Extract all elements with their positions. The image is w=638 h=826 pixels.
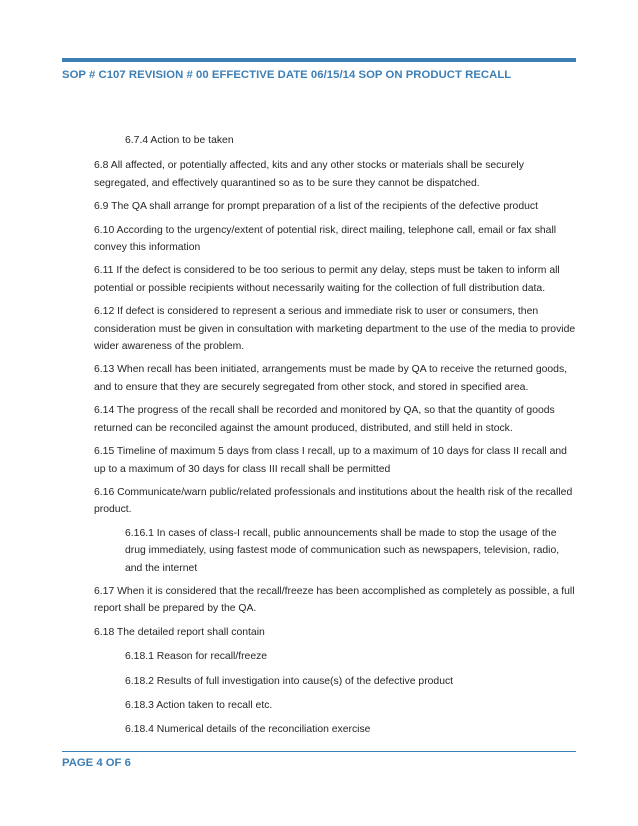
section-6-15: 6.15 Timeline of maximum 5 days from class I recall, up to a maximum of 10 days for class II recall and up to a maximum of 30 days for class III recall shall be permitted	[94, 446, 567, 475]
section-6-11: 6.11 If the defect is considered to be too serious to permit any delay, steps must be taken to inform all potential or possible recipients without necessarily waiting for the collection of full distribution data.	[94, 265, 560, 294]
header-title: SOP # C107 REVISION # 00 EFFECTIVE DATE 06/15/14 SOP ON PRODUCT RECALL	[62, 69, 512, 81]
section-6-14: 6.14 The progress of the recall shall be recorded and monitored by QA, so that the quantity of goods returned can be reconciled against the amount produced, distributed, and still held in stock.	[94, 405, 555, 434]
section-6-9: 6.9 The QA shall arrange for prompt preparation of a list of the recipients of the defective product	[94, 201, 538, 213]
section-6-16-1: 6.16.1 In cases of class-I recall, public announcements shall be made to stop the usage of the drug immediately, using fastest mode of communication such as newspapers, television, radio, and the internet	[125, 527, 560, 574]
document-body	[94, 132, 576, 746]
section-6-17: 6.17 When it is considered that the recall/freeze has been accomplished as completely as possible, a full report shall be prepared by the QA.	[94, 585, 575, 615]
section-6-13: 6.13 When recall has been initiated, arrangements must be made by QA to receive the returned goods, and to ensure that they are securely segregated from other stock, and stored in specified area.	[94, 364, 568, 393]
section-6-16: 6.16 Communicate/warn public/related professionals and institutions about the health risk of the recalled product.	[94, 486, 573, 516]
section-6-12: 6.12 If defect is considered to represent a serious and immediate risk to user or consumers, then consideration must be given in consultation with marketing department to the use of the media to provide wider awareness of the problem.	[94, 306, 576, 353]
section-6-7-4: 6.7.4 Action to be taken	[125, 135, 234, 146]
section-6-18-4: 6.18.4 Numerical details of the reconciliation exercise	[125, 724, 371, 736]
header-rule	[62, 58, 576, 62]
section-6-18-1: 6.18.1 Reason for recall/freeze	[125, 651, 268, 663]
page-number: PAGE 4 OF 6	[62, 757, 131, 769]
section-6-18-3: 6.18.3 Action taken to recall etc.	[125, 699, 273, 711]
section-6-18: 6.18 The detailed report shall contain	[94, 626, 265, 638]
section-6-18-2: 6.18.2 Results of full investigation into cause(s) of the defective product	[125, 675, 454, 687]
section-6-8: 6.8 All affected, or potentially affected, kits and any other stocks or materials shall be securely segregated, and effectively quarantined so as to be sure they cannot be dispatched.	[94, 160, 524, 189]
footer-rule	[62, 751, 576, 752]
section-6-10: 6.10 According to the urgency/extent of potential risk, direct mailing, telephone call, email or fax shall convey this information	[94, 224, 557, 254]
